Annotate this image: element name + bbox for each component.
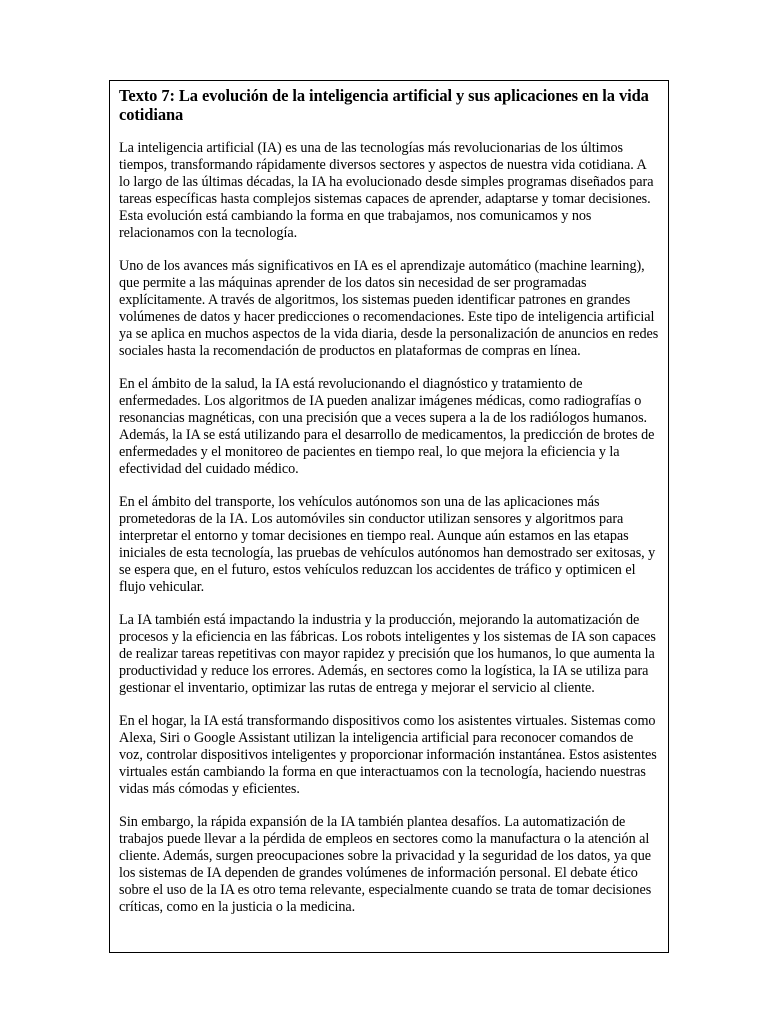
paragraph-intro: La inteligencia artificial (IA) es una de las tecnologías más revolucionarias de los últimos tiempos, transformando rápidamente diversos sectores y aspectos de nuestra vida cotidiana. A lo largo de las últimas décadas, la IA ha evolucionado desde simples programas diseñados para tareas específicas hasta complejos sistemas capaces de aprender, adaptarse y tomar decisiones. Esta evolución está cambiando la forma en que trabajamos, nos comunicamos y nos relacionamos con la tecnología.: [119, 140, 654, 241]
paragraph-industry: La IA también está impactando la industria y la producción, mejorando la automatización de procesos y la eficiencia en las fábricas. Los robots inteligentes y los sistemas de IA son capaces de realizar tareas repetitivas con mayor rapidez y precisión que los humanos, lo que aumenta la productividad y reduce los errores. Además, en sectores como la logística, la IA se utiliza para gestionar el inventario, optimizar las rutas de entrega y mejorar el servicio al cliente.: [119, 612, 656, 696]
paragraph-home: En el hogar, la IA está transformando dispositivos como los asistentes virtuales. Sistemas como Alexa, Siri o Google Assistant utilizan la inteligencia artificial para reconocer comandos de voz, controlar dispositivos inteligentes y proporcionar información instantánea. Estos asistentes virtuales están cambiando la forma en que interactuamos con la tecnología, haciendo nuestras vidas más cómodas y eficientes.: [119, 713, 657, 797]
paragraph-machine-learning: Uno de los avances más significativos en IA es el aprendizaje automático (machine learning), que permite a las máquinas aprender de los datos sin necesidad de ser programadas explícitamente. A través de algoritmos, los sistemas pueden identificar patrones en grandes volúmenes de datos y hacer predicciones o recomendaciones. Este tipo de inteligencia artificial ya se aplica en muchos aspectos de la vida diaria, desde la personalización de anuncios en redes sociales hasta la recomendación de productos en plataformas de compras en línea.: [119, 258, 659, 359]
paragraph-transport: En el ámbito del transporte, los vehículos autónomos son una de las aplicaciones más prometedoras de la IA. Los automóviles sin conductor utilizan sensores y algoritmos para interpretar el entorno y tomar decisiones en tiempo real. Aunque aún estamos en las etapas iniciales de esta tecnología, las pruebas de vehículos autónomos han demostrado ser exitosas, y se espera que, en el futuro, estos vehículos reduzcan los accidentes de tráfico y optimicen el flujo vehicular.: [119, 494, 656, 595]
paragraph-health: En el ámbito de la salud, la IA está revolucionando el diagnóstico y tratamiento de enfermedades. Los algoritmos de IA pueden analizar imágenes médicas, como radiografías o resonancias magnéticas, con una precisión que a veces supera a la de los radiólogos humanos. Además, la IA se está utilizando para el desarrollo de medicamentos, la predicción de brotes de enfermedades y el monitoreo de pacientes en tiempo real, lo que mejora la eficiencia y la efectividad del cuidado médico.: [119, 376, 655, 477]
document-frame: [109, 80, 669, 953]
document-title: Texto 7: La evolución de la inteligencia artificial y sus aplicaciones en la vida cotidiana: [119, 86, 649, 124]
paragraph-challenges: Sin embargo, la rápida expansión de la IA también plantea desafíos. La automatización de trabajos puede llevar a la pérdida de empleos en sectores como la manufactura o la atención al cliente. Además, surgen preocupaciones sobre la privacidad y la seguridad de los datos, ya que los sistemas de IA dependen de grandes volúmenes de información personal. El debate ético sobre el uso de la IA es otro tema relevante, especialmente cuando se trata de tomar decisiones críticas, como en la justicia o la medicina.: [119, 814, 652, 915]
document-body: [119, 140, 659, 916]
